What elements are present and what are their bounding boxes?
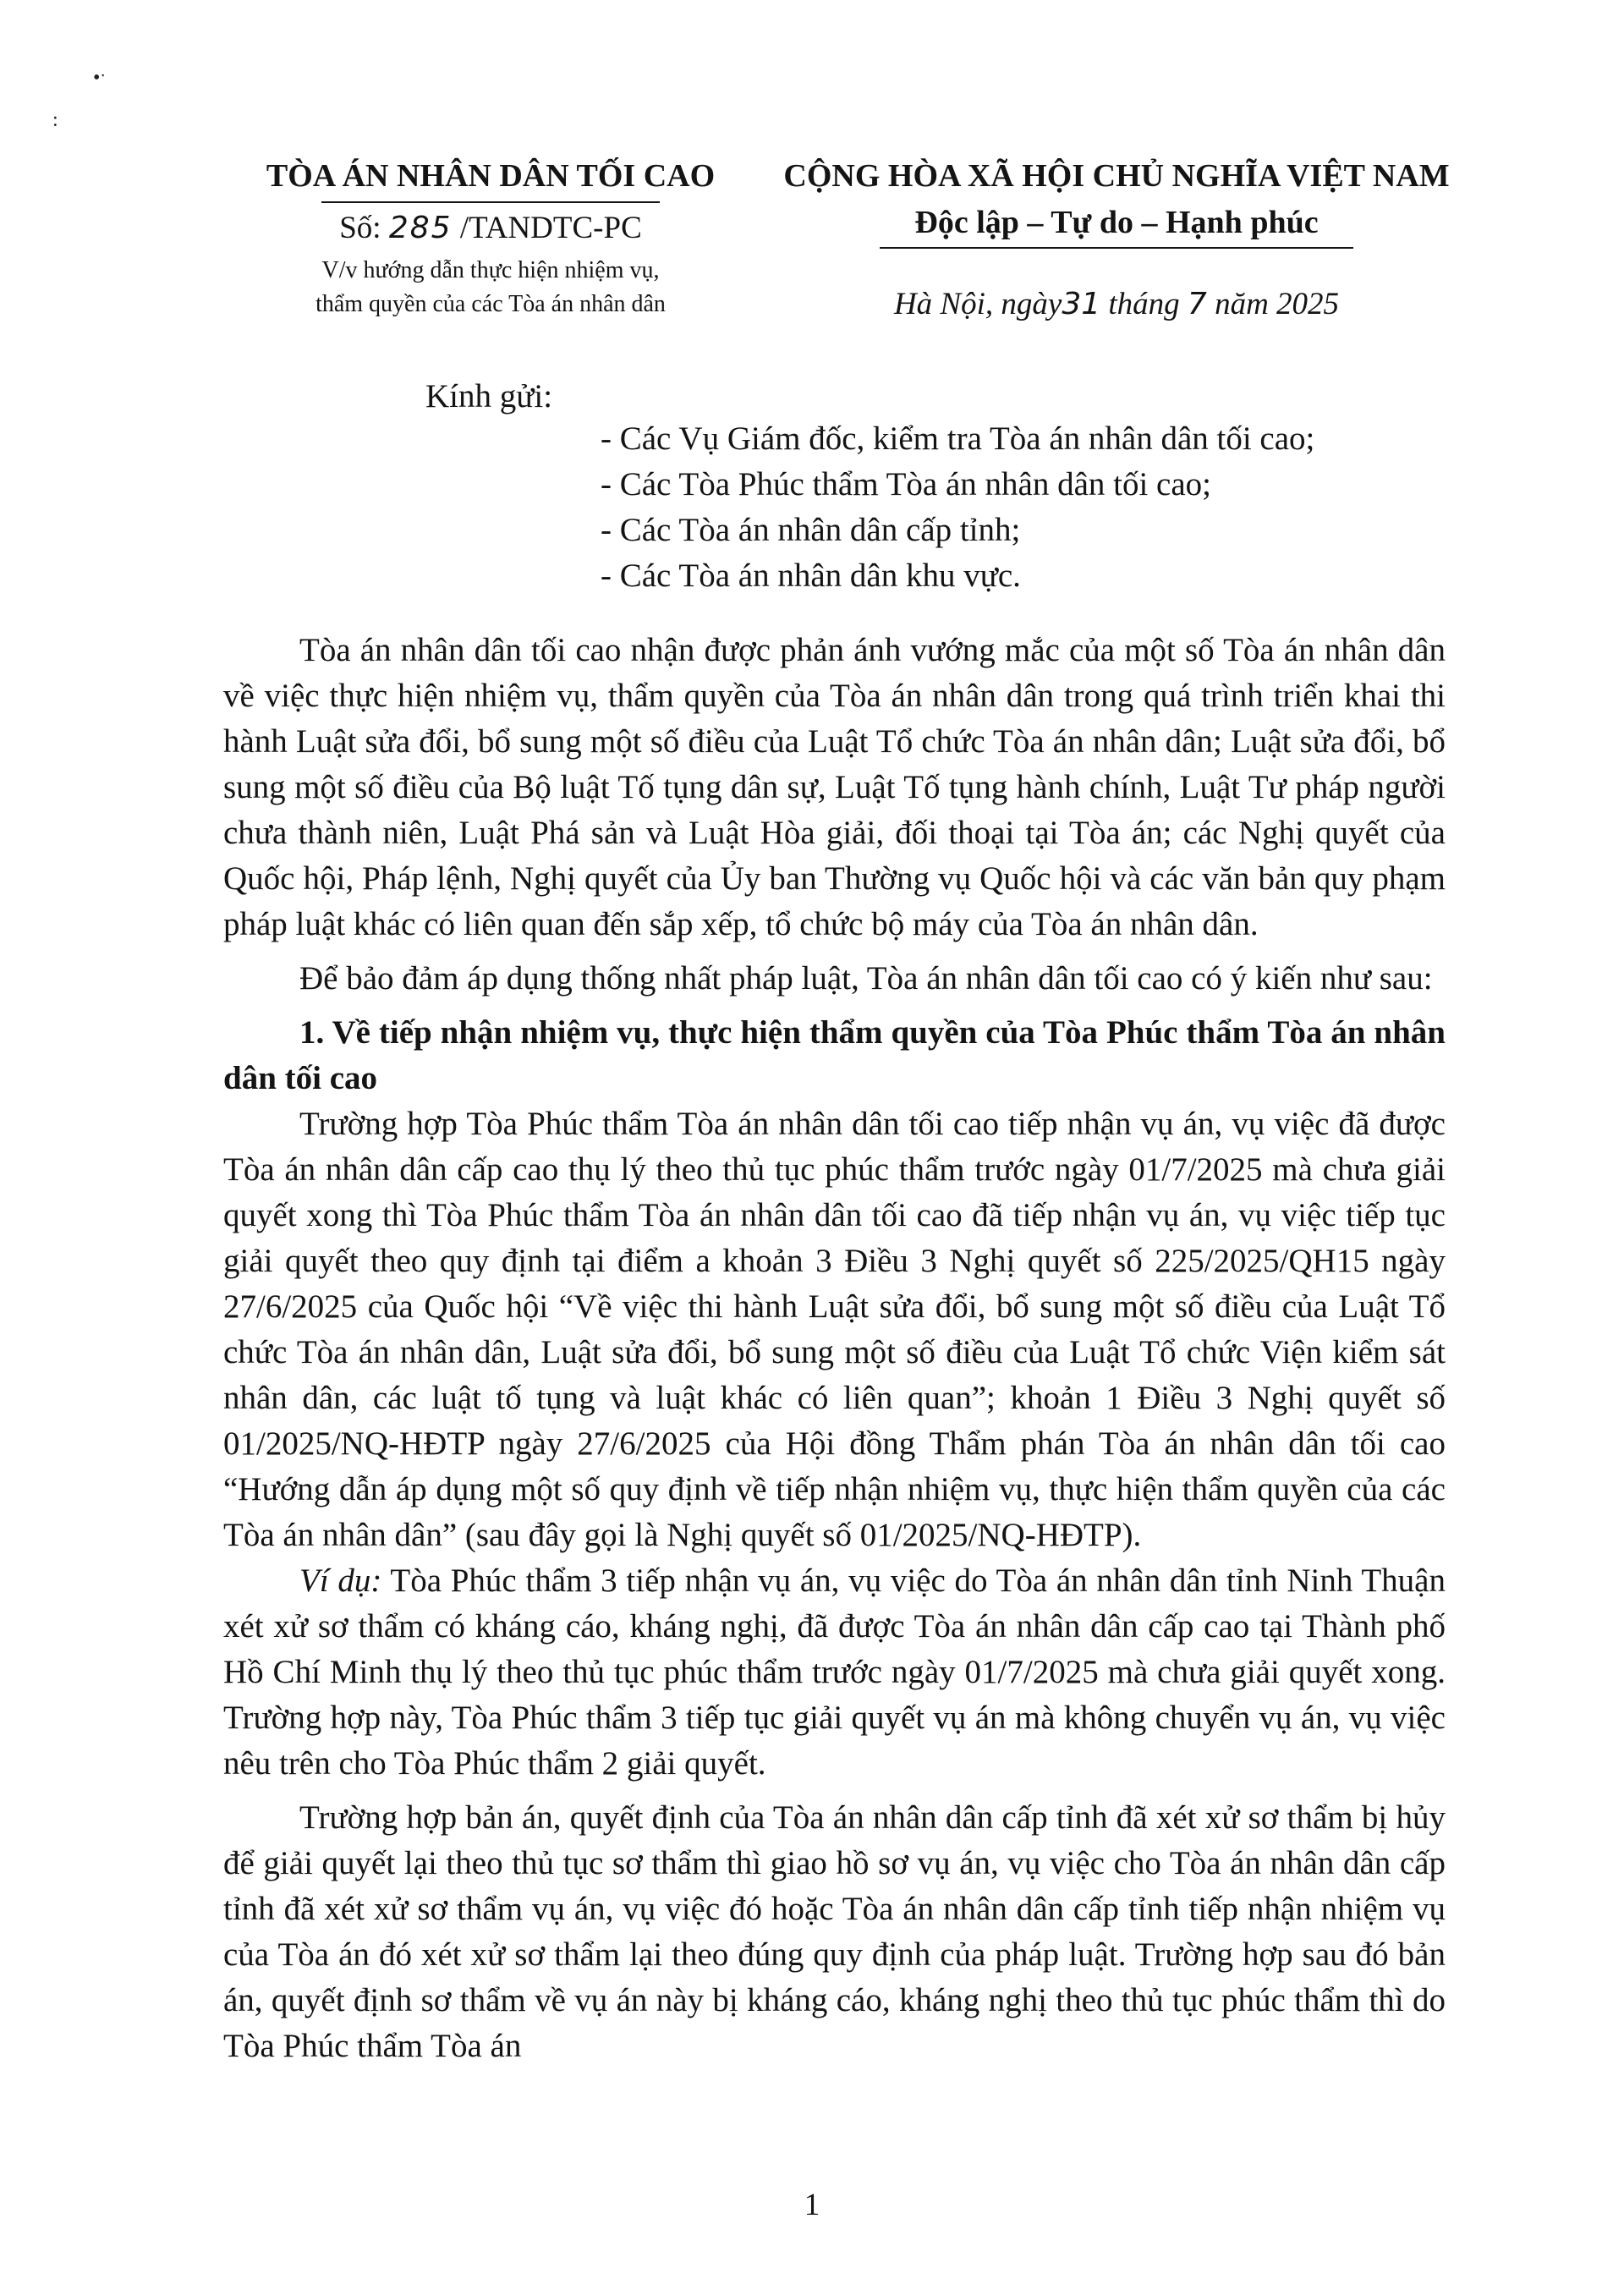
paragraph-example <box>223 1558 1446 1787</box>
issuer-name: TÒA ÁN NHÂN DÂN TỐI CAO <box>266 158 716 194</box>
document-header <box>0 152 1624 338</box>
paragraph-section-1: Trường hợp Tòa Phúc thẩm Tòa án nhân dân tối cao tiếp nhận vụ án, vụ việc đã được Tòa án nhân dân cấp cao thụ lý theo thủ tục phúc thẩm trước ngày 01/7/2025 mà chưa giải quyết xong thì Tòa Phúc thẩm Tòa án nhân dân tối cao đã tiếp nhận vụ án, vụ việc tiếp tục giải quyết theo quy định tại điểm a khoản 3 Điều 3 Nghị quyết số 225/2025/QH15 ngày 27/6/2025 của Quốc hội “Về việc thi hành Luật sửa đổi, bổ sung một số điều của Luật Tổ chức Tòa án nhân dân, Luật sửa đổi, bổ sung một số điều của Luật Tổ chức Viện kiểm sát nhân dân, các luật tố tụng và luật khác có liên quan”; khoản 1 Điều 3 Nghị quyết số 01/2025/NQ-HĐTP ngày 27/6/2025 của Hội đồng Thẩm phán Tòa án nhân dân tối cao “Hướng dẫn áp dụng một số quy định về tiếp nhận nhiệm vụ, thực hiện thẩm quyền của các Tòa án nhân dân” (sau đây gọi là Nghị quyết số 01/2025/NQ-HĐTP). <box>223 1106 1446 1553</box>
national-block <box>765 152 1468 327</box>
document-body <box>223 628 1446 2069</box>
example-label: Ví dụ: <box>299 1562 382 1599</box>
doc-no-handwritten: 285 <box>388 211 453 245</box>
date-prefix: Hà Nội, ngày <box>893 287 1062 321</box>
recipient-item: - Các Tòa án nhân dân cấp tỉnh; <box>601 512 1021 548</box>
paragraph-purpose: Để bảo đảm áp dụng thống nhất pháp luật, Tòa án nhân dân tối cao có ý kiến như sau: <box>299 960 1433 997</box>
issue-date <box>765 283 1468 327</box>
subject-line-2: thẩm quyền của các Tòa án nhân dân <box>315 291 666 317</box>
doc-no-suffix: /TANDTC-PC <box>459 211 642 245</box>
subject-line-1: V/v hướng dẫn thực hiện nhiệm vụ, <box>321 257 660 283</box>
recipient-list <box>601 416 1314 599</box>
date-month-handwritten: 7 <box>1187 287 1207 321</box>
example-text: Tòa Phúc thẩm 3 tiếp nhận vụ án, vụ việc do Tòa án nhân dân tỉnh Ninh Thuận xét xử sơ thẩm có kháng cáo, kháng nghị, đã được Tòa án nhân dân cấp cao tại Thành phố Hồ Chí Minh thụ lý theo thủ tục phúc thẩm trước ngày 01/7/2025 mà chưa giải quyết xong. Trường hợp này, Tòa Phúc thẩm 3 tiếp tục giải quyết vụ án mà không chuyển vụ án, vụ việc nêu trên cho Tòa Phúc thẩm 2 giải quyết. <box>223 1562 1446 1782</box>
scan-specks: •ˑ : <box>52 67 107 131</box>
motto: Độc lập – Tự do – Hạnh phúc <box>914 205 1319 240</box>
section-heading-1: 1. Về tiếp nhận nhiệm vụ, thực hiện thẩm quyền của Tòa Phúc thẩm Tòa án nhân dân tối cao <box>223 1014 1446 1096</box>
page-number: 1 <box>804 2188 820 2222</box>
greeting: Kính gửi: <box>425 378 553 415</box>
subject-line <box>254 254 727 321</box>
recipient-item: - Các Vụ Giám đốc, kiểm tra Tòa án nhân dân tối cao; <box>601 420 1315 457</box>
date-day-handwritten: 31 <box>1062 287 1101 321</box>
date-year: năm 2025 <box>1215 287 1340 321</box>
issuer-underline <box>321 201 660 203</box>
recipient-item: - Các Tòa án nhân dân khu vực. <box>601 557 1021 594</box>
paragraph-intro: Tòa án nhân dân tối cao nhận được phản ánh vướng mắc của một số Tòa án nhân dân về việc thực hiện nhiệm vụ, thẩm quyền của Tòa án nhân dân trong quá trình triển khai thi hành Luật sửa đổi, bổ sung một số điều của Luật Tổ chức Tòa án nhân dân; Luật sửa đổi, bổ sung một số điều của Bộ luật Tố tụng dân sự, Luật Tố tụng hành chính, Luật Tư pháp người chưa thành niên, Luật Phá sản và Luật Hòa giải, đối thoại tại Tòa án; các Nghị quyết của Quốc hội, Pháp lệnh, Nghị quyết của Ủy ban Thường vụ Quốc hội và các văn bản quy phạm pháp luật khác có liên quan đến sắp xếp, tổ chức bộ máy của Tòa án nhân dân. <box>223 632 1446 942</box>
recipient-item: - Các Tòa Phúc thẩm Tòa án nhân dân tối cao; <box>601 466 1212 502</box>
paragraph-retrial: Trường hợp bản án, quyết định của Tòa án nhân dân cấp tỉnh đã xét xử sơ thẩm bị hủy để giải quyết lại theo thủ tục sơ thẩm thì giao hồ sơ vụ án, vụ việc cho Tòa án nhân dân cấp tỉnh đã xét xử sơ thẩm vụ án, vụ việc đó hoặc Tòa án nhân dân cấp tỉnh tiếp nhận nhiệm vụ của Tòa án đó xét xử sơ thẩm lại theo đúng quy định của pháp luật. Trường hợp sau đó bản án, quyết định sơ thẩm về vụ án này bị kháng cáo, kháng nghị theo thủ tục phúc thẩm thì do Tòa Phúc thẩm Tòa án <box>223 1799 1446 2064</box>
motto-underline <box>880 247 1353 249</box>
issuer-block <box>254 152 727 321</box>
date-month-label: tháng <box>1108 287 1180 321</box>
nation-title: CỘNG HÒA XÃ HỘI CHỦ NGHĨA VIỆT NAM <box>783 158 1450 194</box>
document-number <box>254 206 727 250</box>
doc-no-prefix: Số: <box>339 211 381 245</box>
